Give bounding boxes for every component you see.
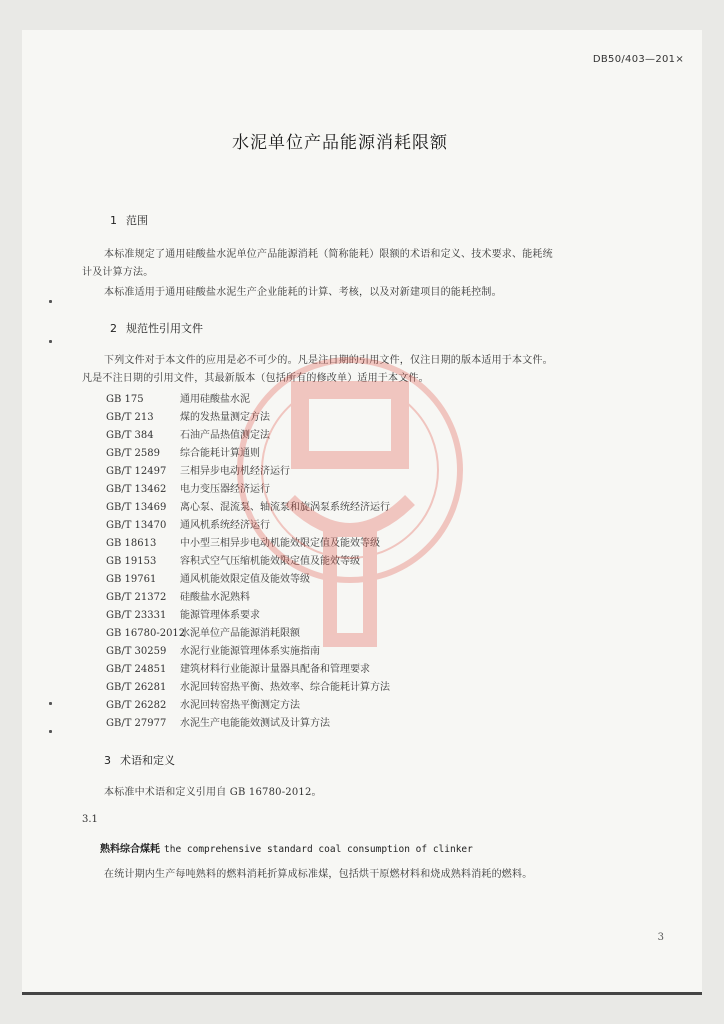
reference-title: 水泥回转窑热平衡、热效率、综合能耗计算方法 (180, 682, 390, 693)
section-number: 1 (110, 214, 117, 227)
scan-edge (22, 992, 702, 995)
term-english: the comprehensive standard coal consumption of clinker (164, 844, 473, 855)
reference-title: 离心泵、混流泵、轴流泵和旋涡泵系统经济运行 (180, 502, 390, 513)
scope-paragraph-2: 本标准适用于通用硅酸盐水泥生产企业能耗的计算、考核，以及对新建项目的能耗控制。 (104, 287, 502, 298)
reference-title: 水泥行业能源管理体系实施指南 (180, 646, 320, 657)
section-number: 2 (110, 322, 117, 335)
reference-title: 通用硅酸盐水泥 (180, 394, 250, 405)
references-intro: 下列文件对于本文件的应用是必不可少的。凡是注日期的引用文件，仅注日期的版本适用于本文件。凡是不注日期的引用文件，其最新版本（包括所有的修改单）适用于本文件。 (82, 355, 553, 384)
reference-code: GB/T 384 (106, 430, 154, 441)
page-number: 3 (657, 932, 664, 943)
reference-title: 综合能耗计算通则 (180, 448, 260, 459)
scan-mark (49, 340, 52, 343)
scan-mark (49, 730, 52, 733)
reference-code: GB 175 (106, 394, 144, 405)
document-title: 水泥单位产品能源消耗限额 (232, 133, 448, 153)
section-1-heading (110, 212, 148, 228)
scope-paragraph-1: 本标准规定了通用硅酸盐水泥单位产品能源消耗（简称能耗）限额的术语和定义、技术要求、能耗统计及计算方法。 (82, 249, 553, 278)
reference-item (106, 661, 390, 679)
reference-code: GB/T 26282 (106, 700, 167, 711)
section-title: 范围 (126, 214, 148, 227)
reference-title: 三相异步电动机经济运行 (180, 466, 290, 477)
reference-title: 通风机能效限定值及能效等级 (180, 574, 310, 585)
scan-mark (49, 300, 52, 303)
document-code: DB50/403—201× (592, 54, 684, 65)
reference-title: 电力变压器经济运行 (180, 484, 270, 495)
section-2-heading (110, 320, 203, 336)
reference-code: GB/T 13470 (106, 520, 167, 531)
reference-title: 水泥回转窑热平衡测定方法 (180, 700, 300, 711)
reference-title: 水泥单位产品能源消耗限额 (180, 628, 300, 639)
reference-code: GB 16780-2012 (106, 628, 186, 639)
section-number: 3 (104, 754, 111, 767)
reference-item (106, 715, 390, 733)
reference-title: 容积式空气压缩机能效限定值及能效等级 (180, 556, 360, 567)
reference-code: GB/T 13469 (106, 502, 167, 513)
reference-title: 硅酸盐水泥熟料 (180, 592, 250, 603)
seal-stamp (230, 330, 470, 650)
reference-code: GB 19761 (106, 574, 157, 585)
section-title: 规范性引用文件 (126, 322, 203, 335)
reference-title: 煤的发热量测定方法 (180, 412, 270, 423)
reference-code: GB/T 213 (106, 412, 154, 423)
terms-intro: 本标准中术语和定义引用自 GB 16780-2012。 (104, 787, 322, 798)
reference-code: GB/T 21372 (106, 592, 167, 603)
reference-item (106, 679, 390, 697)
reference-title: 水泥生产电能能效测试及计算方法 (180, 718, 330, 729)
subsection-number: 3.1 (82, 814, 98, 825)
reference-title: 中小型三相异步电动机能效限定值及能效等级 (180, 538, 380, 549)
reference-code: GB/T 13462 (106, 484, 167, 495)
reference-title: 石油产品热值测定法 (180, 430, 270, 441)
reference-code: GB 19153 (106, 556, 157, 567)
reference-code: GB/T 24851 (106, 664, 167, 675)
section-3-heading (104, 752, 175, 768)
term-line (100, 840, 473, 855)
term-chinese: 熟料综合煤耗 (100, 844, 160, 855)
reference-title: 能源管理体系要求 (180, 610, 260, 621)
reference-code: GB/T 26281 (106, 682, 167, 693)
reference-title: 通风机系统经济运行 (180, 520, 270, 531)
reference-code: GB/T 23331 (106, 610, 167, 621)
section-title: 术语和定义 (120, 754, 175, 767)
reference-code: GB/T 27977 (106, 718, 167, 729)
scan-mark (49, 702, 52, 705)
reference-code: GB/T 12497 (106, 466, 167, 477)
reference-code: GB/T 30259 (106, 646, 167, 657)
reference-code: GB/T 2589 (106, 448, 161, 459)
reference-code: GB 18613 (106, 538, 157, 549)
term-definition: 在统计期内生产每吨熟料的燃料消耗折算成标准煤，包括烘干原燃材料和烧成熟料消耗的燃料。 (104, 869, 533, 880)
reference-item (106, 697, 390, 715)
reference-title: 建筑材料行业能源计量器具配备和管理要求 (180, 664, 370, 675)
